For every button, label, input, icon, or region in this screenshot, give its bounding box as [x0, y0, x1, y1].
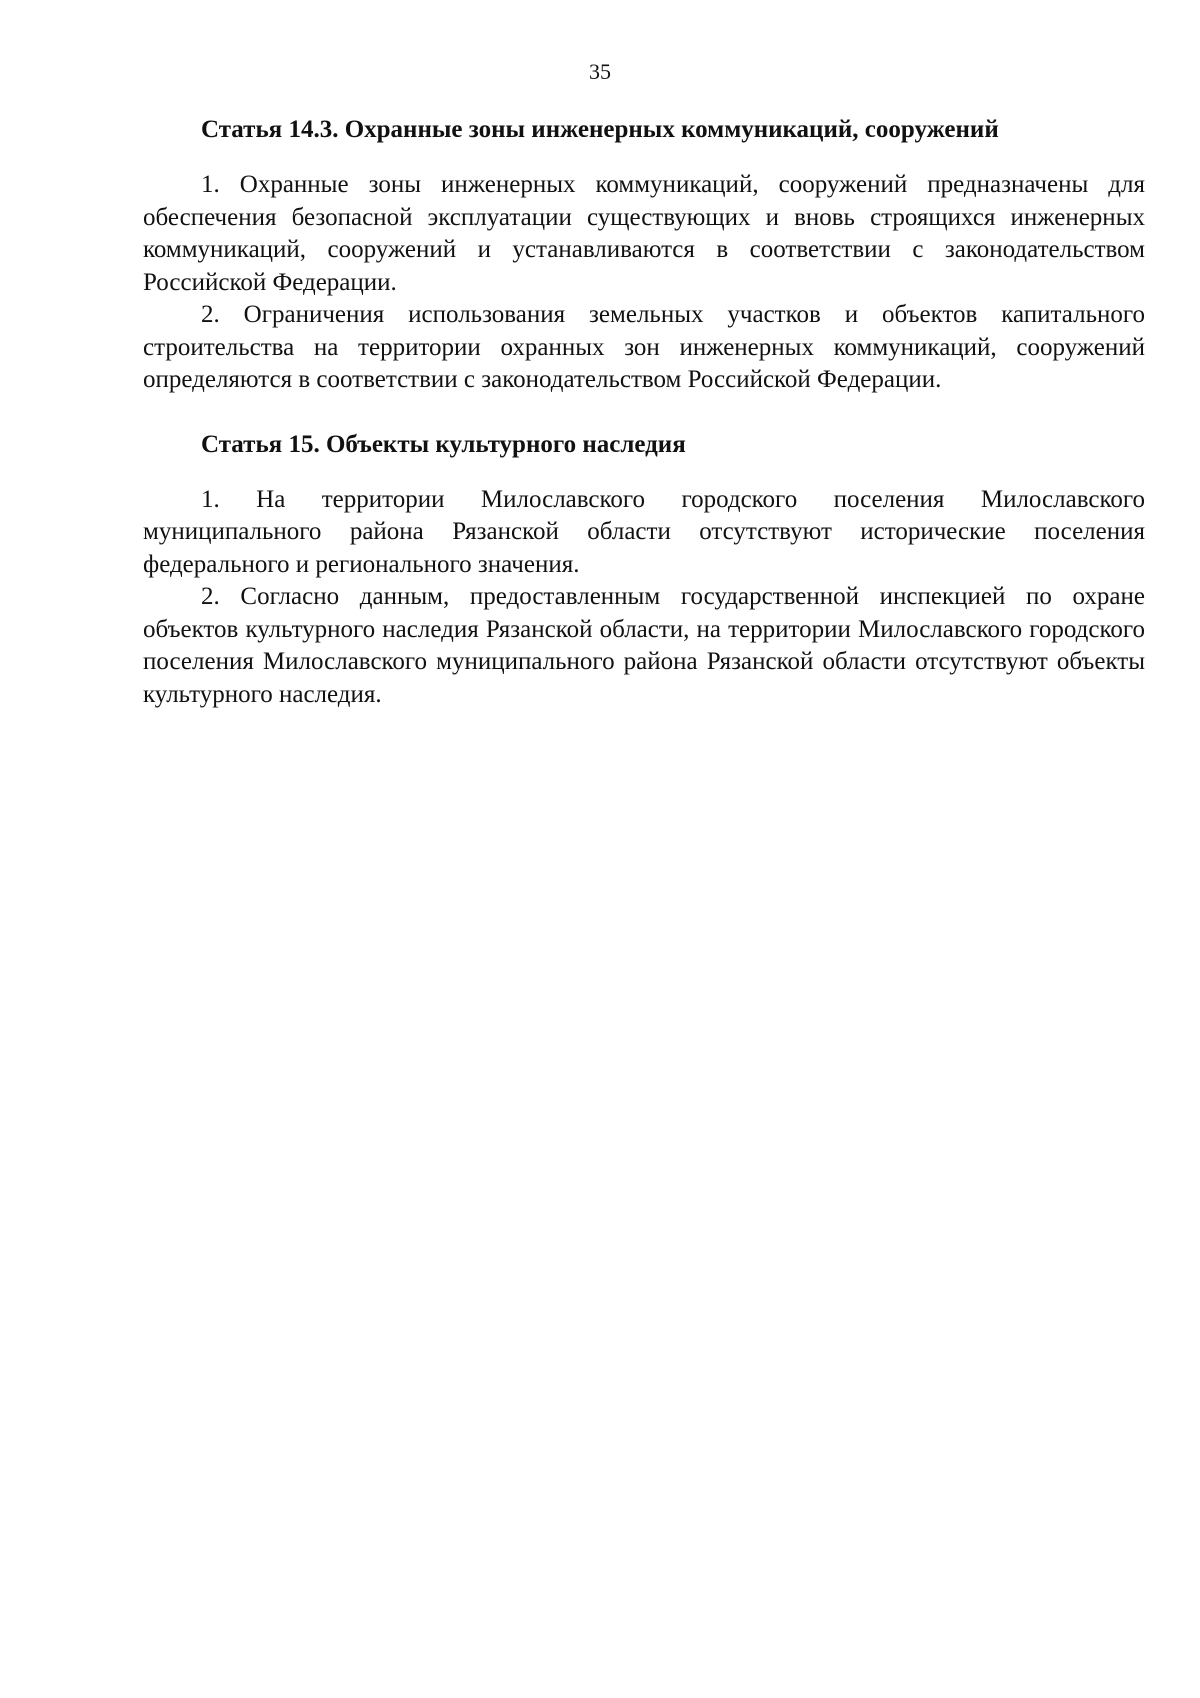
section-article-15	[143, 429, 1145, 712]
section-article-14-3	[143, 114, 1145, 397]
paragraph: 2. Ограничения использования земельных участков и объектов капитального строительства на территории охранных зон инженерных коммуникаций, сооружений определяются в соответствии с законодательством Российской Федерации.	[143, 301, 1145, 393]
section-heading: Статья 15. Объекты культурного наследия	[201, 430, 686, 458]
paragraph: 1. На территории Милославского городского поселения Милославского муниципального района Рязанской области отсутствуют исторические поселения федерального и регионального значения.	[143, 485, 1145, 578]
section-heading: Статья 14.3. Охранные зоны инженерных коммуникаций, сооружений	[201, 116, 999, 143]
paragraph: 1. Охранные зоны инженерных коммуникаций, сооружений предназначены для обеспечения безопасной эксплуатации существующих и вновь строящихся инженерных коммуникаций, сооружений и устанавливаются в соответствии с законодательством Российской Федерации.	[143, 171, 1145, 296]
paragraph: 2. Согласно данным, предоставленным государственной инспекцией по охране объектов культурного наследия Рязанской области, на территории Милославского городского поселения Милославского муниципального района Рязанской области отсутствуют объекты культурного наследия.	[143, 583, 1145, 708]
page-number: 35	[589, 59, 611, 84]
document-body	[143, 114, 1145, 711]
